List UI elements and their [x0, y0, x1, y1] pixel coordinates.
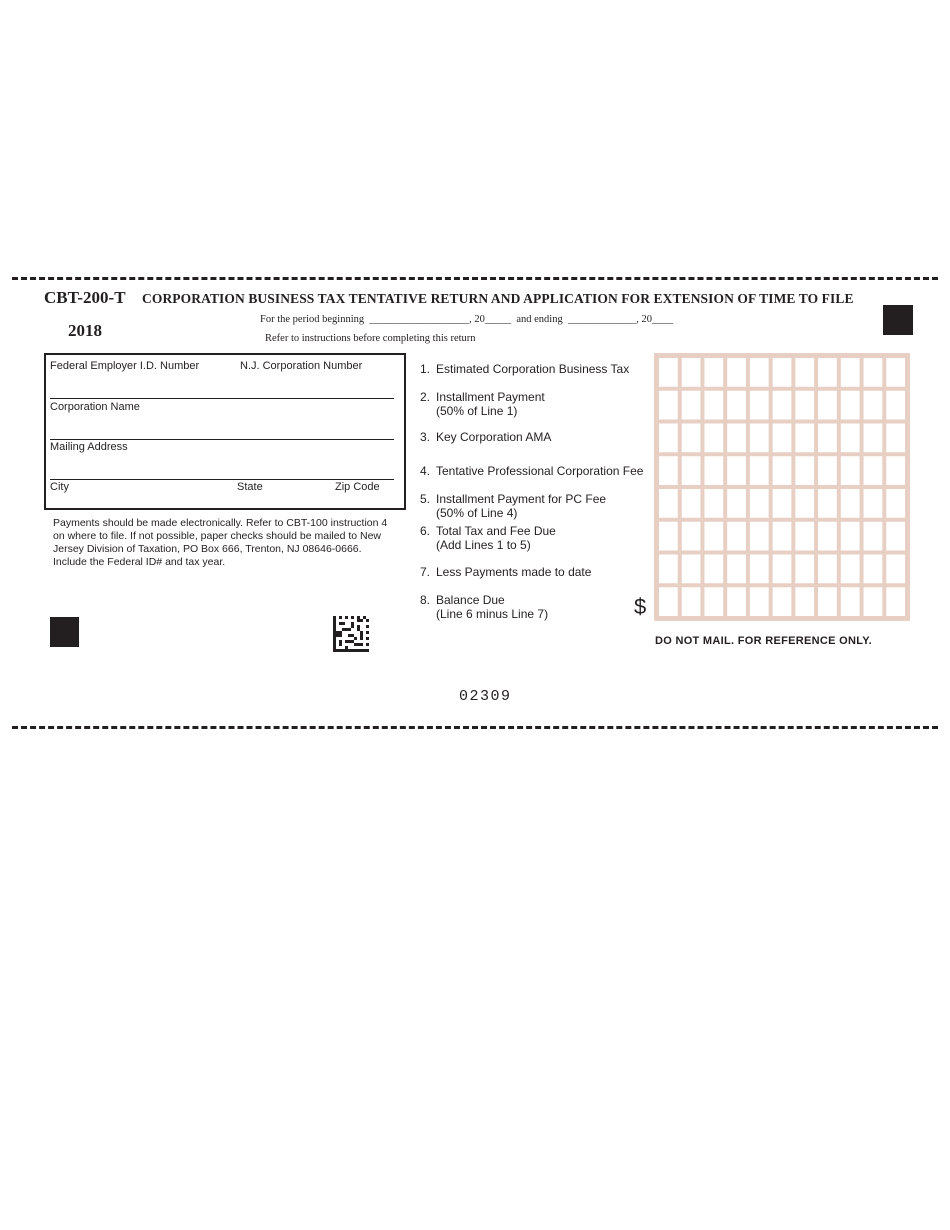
amount-cell — [886, 358, 905, 387]
line-7-num: 7. — [420, 565, 431, 579]
amount-cell — [886, 587, 905, 616]
corp-name-field[interactable] — [50, 415, 394, 439]
mailing-address-field[interactable] — [50, 455, 394, 479]
amount-cell — [864, 587, 883, 616]
amount-cell — [682, 391, 701, 420]
line-6 — [420, 524, 556, 552]
amount-cell — [750, 424, 769, 453]
line-4 — [420, 464, 643, 478]
amount-cell — [704, 587, 723, 616]
line-6-num: 6. — [420, 524, 431, 538]
amount-cell — [727, 489, 746, 518]
top-cut-line — [12, 277, 938, 280]
amount-cell — [841, 587, 860, 616]
comma-separator-mark — [792, 377, 795, 385]
decimal-point-mark — [860, 576, 863, 580]
payment-instructions: Payments should be made electronically. Refer to CBT-100 instruction 4 on where to file. If not possible, paper checks should be mailed to New Jersey Division of Taxation, PO Box 666, Trenton, NJ 08646-0666. Include the Federal ID# and tax year. — [53, 517, 388, 568]
amount-cell — [773, 555, 792, 584]
amount-cell — [750, 489, 769, 518]
decimal-point-mark — [860, 413, 863, 417]
period-line: For the period beginning ___________________, 20_____ and ending _____________, 20____ — [260, 314, 673, 325]
amount-cell — [864, 424, 883, 453]
form-code: CBT-200-T — [44, 288, 126, 307]
rule-1 — [50, 398, 394, 399]
amount-cell — [682, 358, 701, 387]
form-title: CORPORATION BUSINESS TAX TENTATIVE RETURN AND APPLICATION FOR EXTENSION OF TIME TO FILE — [142, 291, 854, 306]
amount-cell — [818, 555, 837, 584]
decimal-point-mark — [860, 380, 863, 384]
line-4-num: 4. — [420, 464, 431, 478]
comma-separator-mark — [792, 573, 795, 581]
amount-cell — [818, 456, 837, 485]
form-code-number: 02309 — [459, 688, 512, 705]
amount-cell — [750, 522, 769, 551]
amount-cell — [727, 391, 746, 420]
amount-cell — [795, 358, 814, 387]
amount-cell — [773, 391, 792, 420]
amount-cell — [795, 489, 814, 518]
amount-cell — [659, 424, 678, 453]
taxpayer-info-box — [44, 353, 406, 510]
amount-cell — [818, 522, 837, 551]
amount-cell — [864, 456, 883, 485]
amount-cell — [682, 555, 701, 584]
line-4-text: Tentative Professional Corporation Fee — [436, 464, 644, 478]
amount-cell — [795, 587, 814, 616]
nj-corp-number-label: N.J. Corporation Number — [240, 360, 363, 372]
amount-cell — [818, 424, 837, 453]
amount-cell — [704, 358, 723, 387]
comma-separator-mark — [724, 442, 727, 450]
amount-cell — [704, 456, 723, 485]
amount-cell — [659, 391, 678, 420]
amount-cell — [841, 522, 860, 551]
line-2-text: Installment Payment — [436, 390, 545, 404]
line-6-sub: (Add Lines 1 to 5) — [436, 538, 531, 552]
line-5-text: Installment Payment for PC Fee — [436, 492, 607, 506]
amount-cell — [727, 456, 746, 485]
comma-separator-mark — [724, 377, 727, 385]
reference-note: DO NOT MAIL. FOR REFERENCE ONLY. — [655, 635, 872, 647]
registration-mark-top-right — [883, 305, 913, 335]
amount-cell — [682, 456, 701, 485]
line-8-num: 8. — [420, 593, 431, 607]
rule-2 — [50, 439, 394, 440]
amount-cell — [795, 522, 814, 551]
amount-cell — [659, 358, 678, 387]
line-5-num: 5. — [420, 492, 431, 506]
zip-label: Zip Code — [335, 481, 380, 493]
amount-cell — [750, 555, 769, 584]
decimal-point-mark — [860, 609, 863, 613]
amount-cell — [773, 456, 792, 485]
line-1-text: Estimated Corporation Business Tax — [436, 362, 630, 376]
amount-cell — [727, 358, 746, 387]
comma-separator-mark — [792, 508, 795, 516]
amount-cell — [818, 391, 837, 420]
state-label: State — [237, 481, 263, 493]
amount-cell — [773, 587, 792, 616]
amount-cell — [841, 424, 860, 453]
amount-cell — [704, 391, 723, 420]
line-8-text: Balance Due — [436, 593, 505, 607]
tax-year: 2018 — [68, 321, 102, 340]
line-2 — [420, 390, 545, 418]
decimal-point-mark — [860, 478, 863, 482]
line-8-sub: (Line 6 minus Line 7) — [436, 607, 549, 621]
datamatrix-barcode — [333, 616, 369, 652]
amount-cell — [773, 489, 792, 518]
amount-cell — [864, 358, 883, 387]
amount-cell — [818, 489, 837, 518]
corp-name-label: Corporation Name — [50, 401, 140, 413]
registration-mark-bottom-left — [50, 617, 79, 647]
line-7-text: Less Payments made to date — [436, 565, 592, 579]
line-8 — [420, 593, 548, 621]
amount-cell — [659, 489, 678, 518]
amount-cell — [864, 555, 883, 584]
amount-cell — [818, 587, 837, 616]
amount-cell — [727, 424, 746, 453]
amount-cell — [795, 424, 814, 453]
amount-cell — [750, 358, 769, 387]
amount-cell — [659, 456, 678, 485]
amount-grid[interactable] — [654, 353, 910, 621]
dollar-sign: $ — [634, 594, 647, 619]
amount-cell — [659, 522, 678, 551]
amount-cell — [864, 522, 883, 551]
amount-cell — [750, 587, 769, 616]
comma-separator-mark — [792, 475, 795, 483]
amount-cell — [682, 587, 701, 616]
line-5-sub: (50% of Line 4) — [436, 506, 518, 520]
line-3 — [420, 430, 551, 444]
comma-separator-mark — [724, 508, 727, 516]
city-label: City — [50, 481, 69, 493]
amount-cell — [682, 424, 701, 453]
amount-cell — [886, 522, 905, 551]
amount-cell — [727, 587, 746, 616]
amount-cell — [795, 391, 814, 420]
amount-cell — [818, 358, 837, 387]
amount-cell — [704, 489, 723, 518]
amount-cell — [841, 555, 860, 584]
amount-cell — [704, 555, 723, 584]
comma-separator-mark — [724, 410, 727, 418]
federal-id-label: Federal Employer I.D. Number — [50, 360, 200, 372]
line-1 — [420, 362, 629, 376]
amount-grid-svg — [654, 353, 910, 621]
amount-cell — [864, 391, 883, 420]
amount-cell — [750, 391, 769, 420]
amount-cell — [886, 489, 905, 518]
decimal-point-mark — [860, 544, 863, 548]
amount-cell — [795, 456, 814, 485]
comma-separator-mark — [792, 606, 795, 614]
amount-cell — [841, 358, 860, 387]
amount-cell — [773, 424, 792, 453]
amount-cell — [773, 358, 792, 387]
amount-cell — [795, 555, 814, 584]
amount-cell — [750, 456, 769, 485]
amount-cell — [841, 456, 860, 485]
amount-cell — [682, 522, 701, 551]
amount-cell — [727, 555, 746, 584]
bottom-cut-line — [12, 726, 938, 729]
line-5 — [420, 492, 606, 520]
line-6-text: Total Tax and Fee Due — [436, 524, 556, 538]
amount-cell — [704, 522, 723, 551]
amount-cell — [773, 522, 792, 551]
amount-cell — [682, 489, 701, 518]
line-2-sub: (50% of Line 1) — [436, 404, 518, 418]
amount-cell — [841, 391, 860, 420]
amount-cell — [704, 424, 723, 453]
decimal-point-mark — [860, 511, 863, 515]
amount-cell — [864, 489, 883, 518]
amount-cell — [886, 391, 905, 420]
line-3-text: Key Corporation AMA — [436, 430, 552, 444]
comma-separator-mark — [724, 573, 727, 581]
comma-separator-mark — [792, 442, 795, 450]
comma-separator-mark — [724, 606, 727, 614]
amount-cell — [886, 555, 905, 584]
refer-instructions: Refer to instructions before completing this return — [265, 333, 476, 344]
amount-cell — [659, 555, 678, 584]
line-3-num: 3. — [420, 430, 431, 444]
amount-cell — [841, 489, 860, 518]
line-1-num: 1. — [420, 362, 431, 376]
amount-cell — [886, 456, 905, 485]
mailing-address-label: Mailing Address — [50, 441, 128, 453]
rule-3 — [50, 479, 394, 480]
amount-cell — [727, 522, 746, 551]
amount-cell — [659, 587, 678, 616]
decimal-point-mark — [860, 445, 863, 449]
line-7 — [420, 565, 591, 579]
comma-separator-mark — [724, 475, 727, 483]
amount-cell — [886, 424, 905, 453]
line-2-num: 2. — [420, 390, 431, 404]
comma-separator-mark — [724, 541, 727, 549]
comma-separator-mark — [792, 541, 795, 549]
comma-separator-mark — [792, 410, 795, 418]
federal-id-field[interactable] — [50, 374, 394, 398]
